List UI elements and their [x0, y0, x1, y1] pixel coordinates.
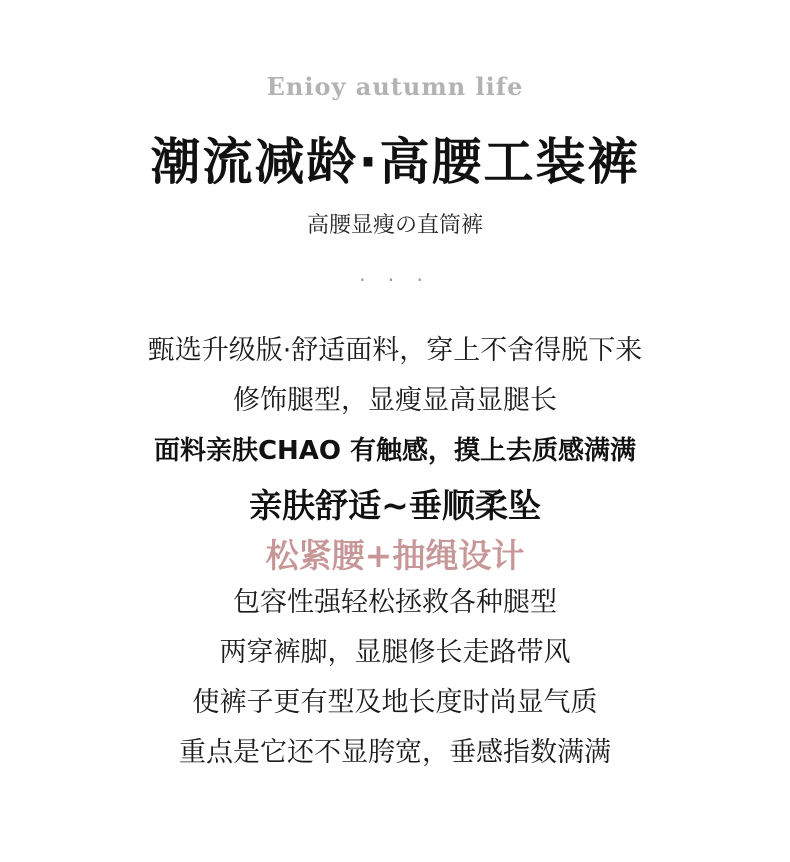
body-line-inclusive: 包容性强轻松拯救各种腿型: [233, 587, 557, 618]
body-line-texture: 面料亲肤CHAO 有触感，摸上去质感满满: [153, 436, 637, 466]
body-line-fabric: 甄选升级版·舒适面料，穿上不舍得脱下来: [147, 335, 643, 366]
page-subtitle: 高腰显瘦の直筒裤: [306, 213, 483, 238]
body-line-comfort: 亲肤舒适~垂顺柔坠: [249, 486, 541, 525]
eyebrow-text: Enioy autumn life: [266, 72, 524, 101]
body-line-waist-design: 松紧腰+抽绳设计: [265, 536, 525, 575]
body-line-leg-shape: 修饰腿型，显瘦显高显腿长: [233, 385, 557, 416]
body-line-hip: 重点是它还不显胯宽，垂感指数满满: [179, 737, 611, 768]
body-line-hem: 两穿裤脚，显腿修长走路带风: [219, 637, 571, 668]
page-title: 潮流减龄·高腰工装裤: [150, 133, 640, 191]
dots-divider: · · ·: [359, 268, 431, 292]
body-line-length: 使裤子更有型及地长度时尚显气质: [192, 687, 598, 718]
